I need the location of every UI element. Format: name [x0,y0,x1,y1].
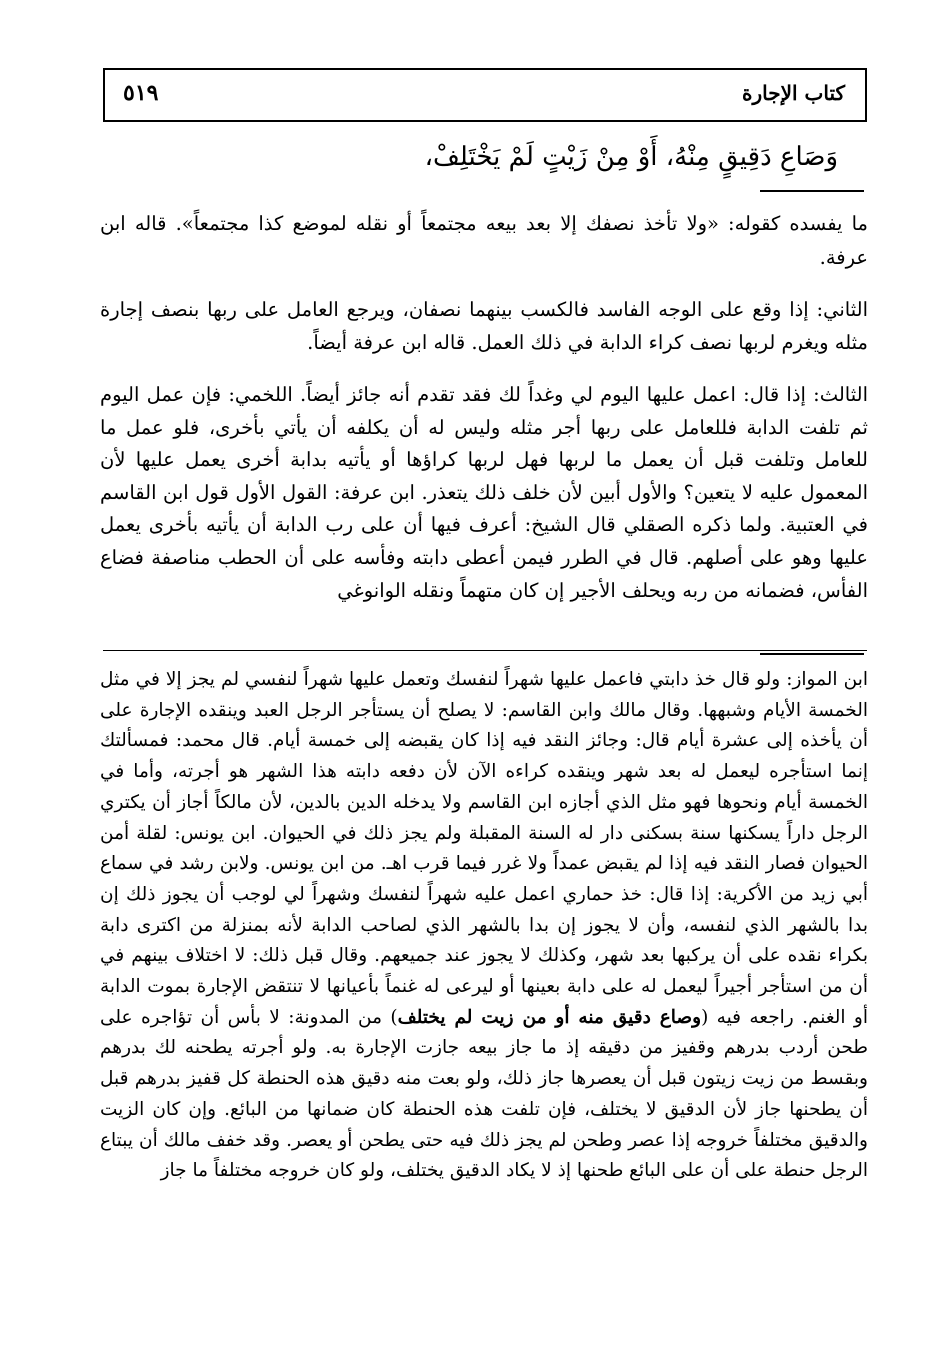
footnotes-block [100,665,868,1187]
notes-text-before: ابن المواز: ولو قال خذ دابتي فاعمل عليها شهراً لنفسك وتعمل عليها شهراً لنفسي لم يجز إلا في مثل الخمسة الأيام وشبهها. وقال مالك وابن القاسم: لا يصلح أن يستأجر الرجل العبد وينقده الإجارة على أن يأخذه إلى عشرة أيام قال: وجائز النقد فيه إذا كان يقبضه إلى خمسة أيام. قال محمد: فمسألتك إنما استأجره ليعمل له بعد شهر وينقده كراءه الآن لأن دفعه دابته هذا الشهر هو أجرته، وأما في الخمسة أيام ونحوها فهو مثل الذي أجازه ابن القاسم ولا يدخله الدين بالدين، لأن مالكاً أجاز أن يكتري الرجل داراً يسكنها سنة بسكنى دار له السنة المقبلة ولم يجز ذلك في الحيوان. ابن يونس: لقلة أمن الحيوان فصار النقد فيه إذا لم يقبض عمداً ولا غرر فيما قرب اهـ. من ابن يونس. ولابن رشد في سماع أبي زيد من الأكرية: إذا قال: خذ حماري اعمل عليه شهراً لنفسك وشهراً لي لوجب أن يجوز ذلك إن بدا بالشهر الذي لنفسه، وأن لا يجوز إن بدا بالشهر الذي لصاحب الدابة لأنه بمنزلة من اكترى دابة بكراء نقده على أن يركبها بعد شهر، وكذلك لا يجوز عند جميعهم. وقال قبل ذلك: لا اختلاف بينهم في أن من استأجر أجيراً ليعمل له على دابة بعينها أو ليرعى له غنماً بأعيانها لا تنتقض الإجارة بموت الدابة أو الغنم. راجعه فيه ( [100,669,868,1028]
commentary-paragraph-1: ما يفسده كقوله: «ولا تأخذ نصفك إلا بعد بيعه مجتمعاً أو نقله لموضع كذا مجتمعاً». قاله ابن عرفة. [100,212,868,269]
notes-divider [760,653,864,655]
section-divider [103,650,867,651]
page-header [103,68,867,122]
verse-divider [760,190,864,192]
commentary-paragraph-2: الثاني: إذا وقع على الوجه الفاسد فالكسب بينهما نصفان، ويرجع العامل على ربها بنصف إجارة مثله ويغرم لربها نصف كراء الدابة في ذلك العمل. قاله ابن عرفة أيضاً. [100,298,868,354]
page-number: ٥١٩ [123,80,159,106]
chapter-title: كتاب الإجارة [742,81,845,105]
matn-verse: وَصَاعِ دَقِيقٍ مِنْهُ، أَوْ مِنْ زَيْتٍ لَمْ يَخْتَلِفْ، [424,142,838,172]
notes-highlight: وصاع دقيق منه أو من زيت لم يختلف [397,1006,702,1028]
commentary-paragraph-3: الثالث: إذا قال: اعمل عليها اليوم لي وغداً لك فقد تقدم أنه جائز أيضاً. اللخمي: فإن عمل اليوم ثم تلفت الدابة فللعامل على ربها أجر مثله وليس له أن يكلفه أن يأتي بأخرى، فلو عمل ما للعامل وتلفت قبل أن يعمل ما لربها فهل لربها كراؤها أو يأتيه بدابة أخرى يعمل عليها لأن المعمول عليه لا يتعين؟ والأول أبين لأن خلف ذلك يتعذر. ابن عرفة: القول الأول قول ابن القاسم في العتبية. ولما ذكره الصقلي قال الشيخ: أعرف فيها أن على رب الدابة أن يأتيه بأخرى يعمل عليها وهو على أصلهم. قال في الطرر فيمن أعطى دابته وفأسه على أن الحطب مناصفة فضاع الفأس، فضمانه من ربه ويحلف الأجير إن كان متهماً ونقله الوانوغي [100,383,868,602]
notes-text-after: ) من المدونة: لا بأس أن تؤاجره على طحن أردب بدرهم وقفيز من دقيقه إذ ما جاز بيعه جازت الإجارة به. ولو أجرته يطحنه لك بدرهم وبقسط من زيت زيتون قبل أن يعصرها جاز ذلك، ولو بعت منه دقيق هذه الحنطة كل قفيز بدرهم قبل أن يطحنها جاز لأن الدقيق لا يختلف، فإن تلفت هذه الحنطة كان ضمانها من البائع. وإن كان الزيت والدقيق مختلفاً خروجه إذا عصر وطحن لم يجز ذلك فيه حتى يطحن أو يعصر. وقد خفف مالك أن يبتاع الرجل حنطة على أن على البائع طحنها إذ لا يكاد الدقيق يختلف، ولو كان خروجه مختلفاً ما جاز [100,1006,868,1182]
